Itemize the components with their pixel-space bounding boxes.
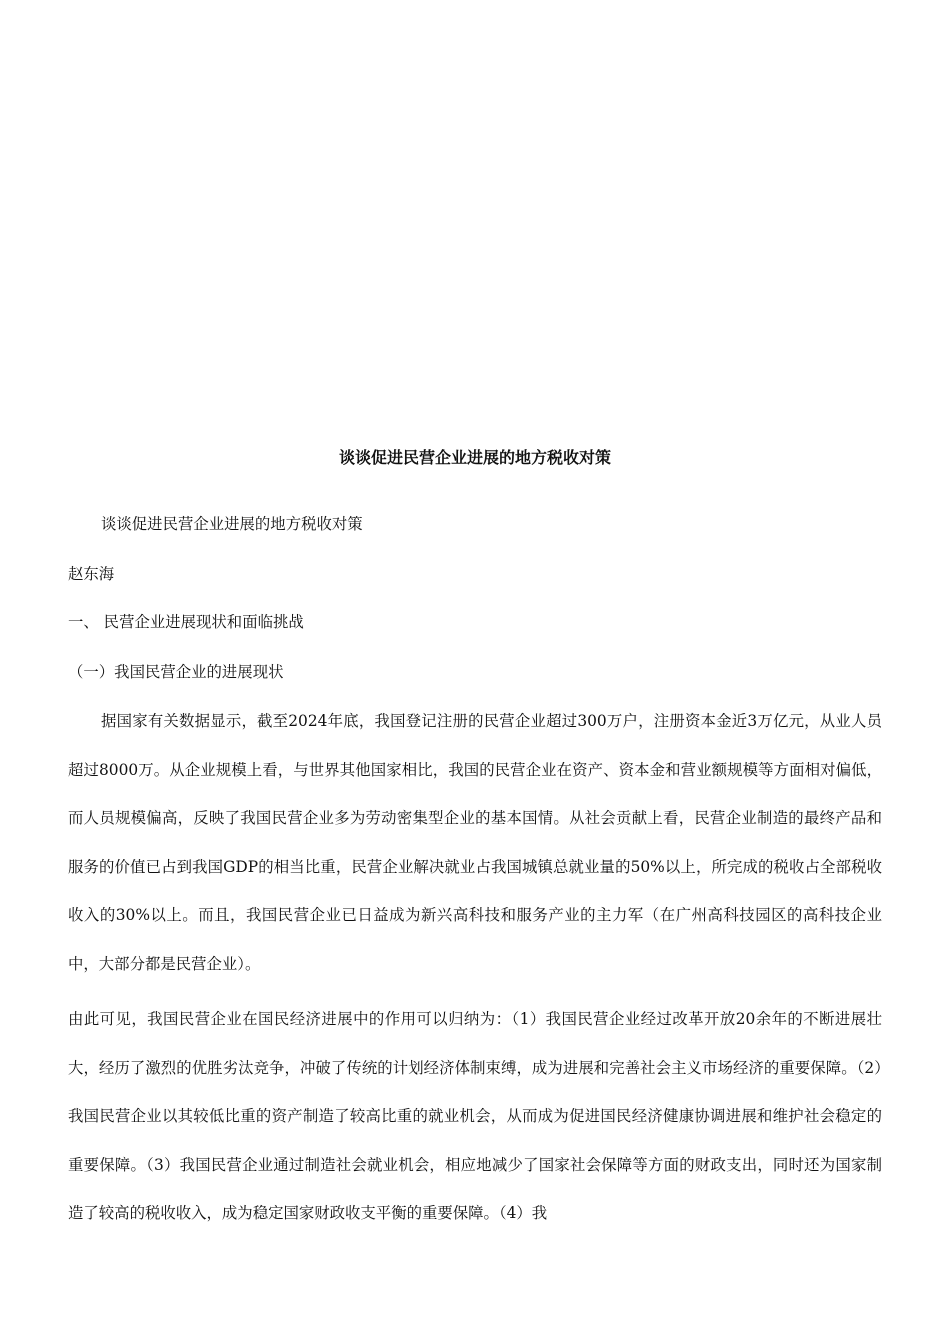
section-heading: 一、 民营企业进展现状和面临挑战 [68,613,304,631]
document-subtitle: 谈谈促进民营企业进展的地方税收对策 [101,515,363,533]
body-paragraph: 由此可见，我国民营企业在国民经济进展中的作用可以归纳为：（1）我国民营企业经过改革开放20余年的不断进展壮大，经历了激烈的优胜劣汰竞争，冲破了传统的计划经济体制束缚，成为进展和完善社会主义市场经济的重要保障。（2）我国民营企业以其较低比重的资产制造了较高比重的就业机会，从而成为促进国民经济健康协调进展和维护社会稳定的重要保障。（3）我国民营企业通过制造社会就业机会，相应地减少了国家社会保障等方面的财政支出，同时还为国家制造了较高的税收收入，成为稳定国家财政收支平衡的重要保障。（4）我 [68,1010,882,1223]
body-paragraph: 据国家有关数据显示，截至2024年底，我国登记注册的民营企业超过300万户，注册资本金近3万亿元，从业人员超过8000万。从企业规模上看，与世界其他国家相比，我国的民营企业在资产、资本金和营业额规模等方面相对偏低，而人员规模偏高，反映了我国民营企业多为劳动密集型企业的基本国情。从社会贡献上看，民营企业制造的最终产品和服务的价值已占到我国GDP的相当比重，民营企业解决就业占我国城镇总就业量的50%以上，所完成的税收占全部税收收入的30%以上。而且，我国民营企业已日益成为新兴高科技和服务产业的主力军（在广州高科技园区的高科技企业中，大部分都是民营企业）。 [68,712,882,973]
document-title: 谈谈促进民营企业进展的地方税收对策 [338,448,611,467]
author-name: 赵东海 [68,565,115,583]
subsection-heading: （一）我国民营企业的进展现状 [68,663,284,681]
